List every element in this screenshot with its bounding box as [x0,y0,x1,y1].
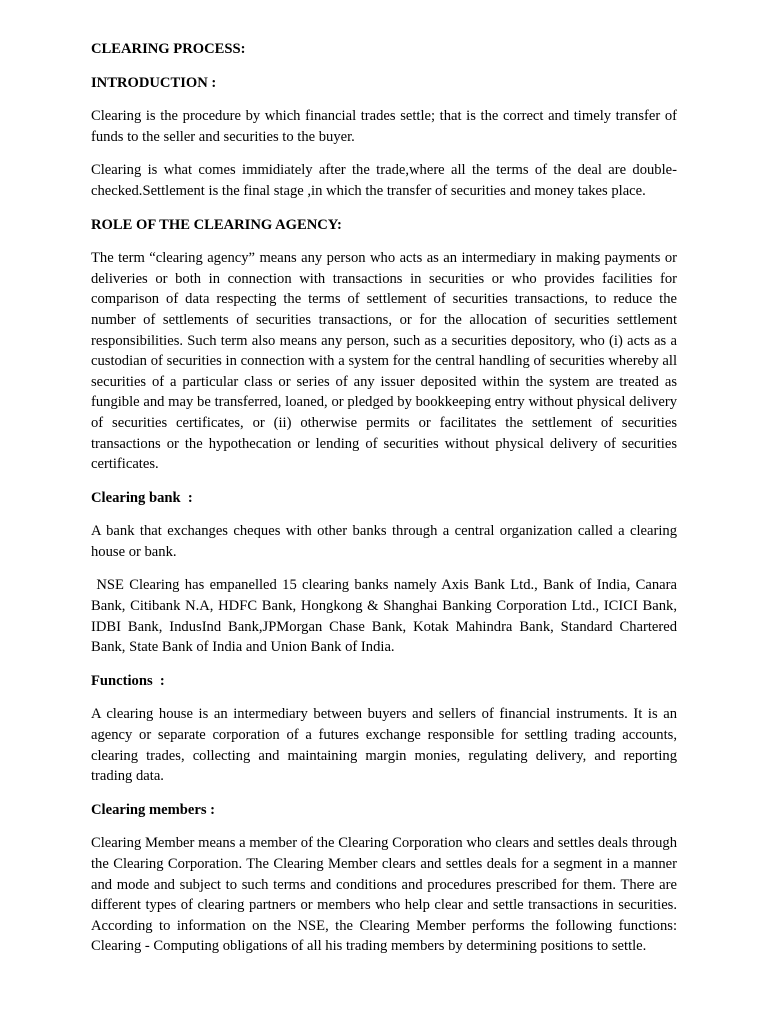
introduction-paragraph-2: Clearing is what comes immidiately after the trade,where all the terms of the deal are double-checked.Settlement is the final stage ,in which the transfer of securities and money takes place. [91,162,677,199]
role-heading: ROLE OF THE CLEARING AGENCY: [91,216,342,233]
clearing-bank-paragraph-1: A bank that exchanges cheques with other banks through a central organization called a clearing house or bank. [91,523,677,560]
functions-heading: Functions : [91,672,165,689]
clearing-bank-paragraph-2: NSE Clearing has empanelled 15 clearing banks namely Axis Bank Ltd., Bank of India, Canara Bank, Citibank N.A, HDFC Bank, Hongkong & Shanghai Banking Corporation Ltd., ICICI Bank, IDBI Bank, IndusInd Bank,JPMorgan Chase Bank, Kotak Mahindra Bank, Standard Chartered Bank, State Bank of India and Union Bank of India. [91,577,681,656]
document-title: CLEARING PROCESS: [91,41,246,57]
introduction-paragraph-1: Clearing is the procedure by which financial trades settle; that is the correct and timely transfer of funds to the seller and securities to the buyer. [91,108,677,145]
introduction-heading: INTRODUCTION : [91,74,217,91]
clearing-bank-heading: Clearing bank : [91,489,193,506]
functions-paragraph-1: A clearing house is an intermediary between buyers and sellers of financial instruments. It is an agency or separate corporation of a futures exchange responsible for settling trading accounts, clearing trades, collecting and maintaining margin monies, regulating delivery, and reporting trading data. [91,706,677,785]
document-page [91,39,681,970]
role-paragraph-1: The term “clearing agency” means any person who acts as an intermediary in making payments or deliveries or both in connection with transactions in securities or who provides facilities for comparison of data respecting the terms of settlement of securities transactions, to reduce the number of settlements of securities transactions, or for the allocation of securities settlement responsibilities. Such term also means any person, such as a securities depository, who (i) acts as a custodian of securities in connection with a system for the central handling of securities whereby all securities of a particular class or series of any issuer deposited within the system are treated as fungible and may be transferred, loaned, or pledged by bookkeeping entry without physical delivery of securities certificates, or (ii) otherwise permits or facilitates the settlement of securities transactions or the hypothecation or lending of securities without physical delivery of securities certificates. [91,250,677,473]
clearing-members-heading: Clearing members : [91,801,216,818]
clearing-members-paragraph-1: Clearing Member means a member of the Clearing Corporation who clears and settles deals through the Clearing Corporation. The Clearing Member clears and settles deals for a segment in a manner and mode and subject to such terms and conditions and procedures prescribed for them. There are different types of clearing partners or members who help clear and settle transactions in securities. According to information on the NSE, the Clearing Member performs the following functions: Clearing - Computing obligations of all his trading members by determining positions to settle. [91,835,677,955]
